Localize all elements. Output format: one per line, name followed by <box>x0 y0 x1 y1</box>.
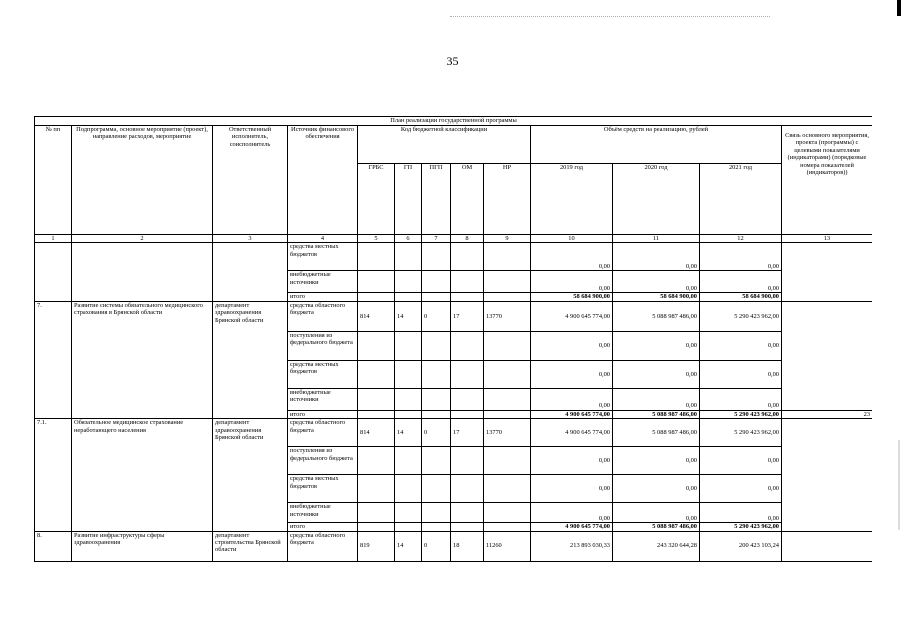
amount-2021: 0,00 <box>700 503 782 523</box>
code-om: 17 <box>451 419 484 447</box>
code-grbs: 814 <box>358 419 395 447</box>
source-extra: внебюджетные источники <box>288 388 358 410</box>
amount-2019: 0,00 <box>531 271 613 293</box>
total-2020: 58 684 900,00 <box>613 293 700 301</box>
header-executor: Ответственный исполнитель, соисполнитель <box>213 126 288 235</box>
header-source: Источник финансового обеспечения <box>288 126 358 235</box>
code-nr: 13770 <box>484 419 531 447</box>
header-year-2021: 2021 год <box>700 164 782 235</box>
code-nr: 11260 <box>484 531 531 561</box>
code-om: 17 <box>451 301 484 331</box>
amount-2020: 5 088 987 486,00 <box>613 301 700 331</box>
amount-2020: 0,00 <box>613 243 700 271</box>
column-number: 7 <box>422 235 451 243</box>
indicator-number: 23 <box>782 410 873 418</box>
source-federal: поступления из федерального бюджета <box>288 447 358 475</box>
amount-2021: 0,00 <box>700 360 782 388</box>
amount-2021: 0,00 <box>700 331 782 360</box>
scan-corner-mark <box>897 0 901 16</box>
table-row <box>35 419 873 447</box>
total-2021: 58 684 900,00 <box>700 293 782 301</box>
header-pgp: ПГП <box>422 164 451 235</box>
amount-2020: 5 088 987 486,00 <box>613 419 700 447</box>
source-extra: внебюджетные источники <box>288 503 358 523</box>
total-2019: 4 900 645 774,00 <box>531 523 613 531</box>
source-regional: средства областного бюджета <box>288 419 358 447</box>
code-pgp: 0 <box>422 301 451 331</box>
total-2020: 5 088 987 486,00 <box>613 523 700 531</box>
source-total: итого <box>288 523 358 531</box>
header-grbs: ГРБС <box>358 164 395 235</box>
amount-2019: 4 900 645 774,00 <box>531 419 613 447</box>
total-2019: 58 684 900,00 <box>531 293 613 301</box>
amount-2020: 0,00 <box>613 475 700 503</box>
column-number: 11 <box>613 235 700 243</box>
amount-2019: 0,00 <box>531 388 613 410</box>
code-gp: 14 <box>395 531 422 561</box>
column-number: 12 <box>700 235 782 243</box>
source-local: средства местных бюджетов <box>288 475 358 503</box>
executor: департамент здравоохранения Брянской области <box>213 419 288 531</box>
amount-2021: 0,00 <box>700 271 782 293</box>
table-row <box>35 301 873 331</box>
column-number: 9 <box>484 235 531 243</box>
source-local: средства местных бюджетов <box>288 360 358 388</box>
header-nr: НР <box>484 164 531 235</box>
header-bcc-group: Код бюджетной классификации <box>358 126 531 164</box>
program-name: Развитие системы обязательного медицинского страхования в Брянской области <box>72 301 213 418</box>
source-total: итого <box>288 410 358 418</box>
amount-2020: 0,00 <box>613 388 700 410</box>
header-year-2020: 2020 год <box>613 164 700 235</box>
code-om: 18 <box>451 531 484 561</box>
column-number: 6 <box>395 235 422 243</box>
header-no: № пп <box>35 126 72 235</box>
amount-2019: 0,00 <box>531 331 613 360</box>
amount-2021: 5 290 423 962,00 <box>700 301 782 331</box>
column-number: 3 <box>213 235 288 243</box>
header-year-2019: 2019 год <box>531 164 613 235</box>
program-name: Обязательное медицинское страхование неработающего населения <box>72 419 213 531</box>
total-2021: 5 290 423 962,00 <box>700 410 782 418</box>
header-program: Подпрограмма, основное мероприятие (проект), направление расходов, мероприятие <box>72 126 213 235</box>
executor: департамент здравоохранения Брянской области <box>213 301 288 418</box>
scan-edge-mark <box>898 440 900 530</box>
column-number: 13 <box>782 235 873 243</box>
amount-2020: 0,00 <box>613 331 700 360</box>
code-grbs: 814 <box>358 301 395 331</box>
amount-2019: 0,00 <box>531 243 613 271</box>
amount-2020: 0,00 <box>613 503 700 523</box>
header-gp: ГП <box>395 164 422 235</box>
amount-2020: 0,00 <box>613 360 700 388</box>
executor: департамент строительства Брянской области <box>213 531 288 561</box>
header-om: ОМ <box>451 164 484 235</box>
program-name: Развитие инфраструктуры сферы здравоохранения <box>72 531 213 561</box>
amount-2019: 4 900 645 774,00 <box>531 301 613 331</box>
total-2020: 5 088 987 486,00 <box>613 410 700 418</box>
column-number-row <box>35 235 873 243</box>
column-number: 1 <box>35 235 72 243</box>
code-gp: 14 <box>395 301 422 331</box>
code-pgp: 0 <box>422 419 451 447</box>
row-number: 7.1. <box>35 419 72 531</box>
source-total: итого <box>288 293 358 301</box>
header-amount-group: Объём средств на реализацию, рублей <box>531 126 782 164</box>
column-number: 10 <box>531 235 613 243</box>
amount-2020: 243 320 644,28 <box>613 531 700 561</box>
budget-plan-sheet <box>34 116 872 636</box>
amount-2020: 0,00 <box>613 271 700 293</box>
table-row <box>35 531 873 561</box>
amount-2021: 0,00 <box>700 388 782 410</box>
source-local: средства местных бюджетов <box>288 243 358 271</box>
total-2019: 4 900 645 774,00 <box>531 410 613 418</box>
code-grbs: 819 <box>358 531 395 561</box>
amount-2021: 5 290 423 962,00 <box>700 419 782 447</box>
amount-2019: 0,00 <box>531 475 613 503</box>
page-number: 35 <box>446 54 459 68</box>
column-number: 8 <box>451 235 484 243</box>
source-federal: поступления из федерального бюджета <box>288 331 358 360</box>
row-number: 7. <box>35 301 72 418</box>
amount-2019: 0,00 <box>531 447 613 475</box>
table-row <box>35 243 873 271</box>
row-number: 8. <box>35 531 72 561</box>
code-pgp: 0 <box>422 531 451 561</box>
source-regional: средства областного бюджета <box>288 301 358 331</box>
amount-2021: 0,00 <box>700 243 782 271</box>
total-2021: 5 290 423 962,00 <box>700 523 782 531</box>
amount-2021: 0,00 <box>700 447 782 475</box>
column-number: 2 <box>72 235 213 243</box>
amount-2021: 200 423 103,24 <box>700 531 782 561</box>
amount-2021: 0,00 <box>700 475 782 503</box>
column-number: 5 <box>358 235 395 243</box>
code-nr: 13770 <box>484 301 531 331</box>
column-number: 4 <box>288 235 358 243</box>
code-gp: 14 <box>395 419 422 447</box>
header-indicator: Связь основного мероприятия, проекта (программы) с целевыми показателями (индикаторами) (порядковые номера показателей (индикаторов)) <box>782 126 873 235</box>
program-plan-table <box>34 116 872 562</box>
scan-artifact-line <box>450 16 770 18</box>
amount-2020: 0,00 <box>613 447 700 475</box>
source-regional: средства областного бюджета <box>288 531 358 561</box>
amount-2019: 0,00 <box>531 503 613 523</box>
amount-2019: 213 893 030,33 <box>531 531 613 561</box>
table-title: План реализации государственной программы <box>35 117 873 126</box>
source-extra: внебюджетные источники <box>288 271 358 293</box>
amount-2019: 0,00 <box>531 360 613 388</box>
